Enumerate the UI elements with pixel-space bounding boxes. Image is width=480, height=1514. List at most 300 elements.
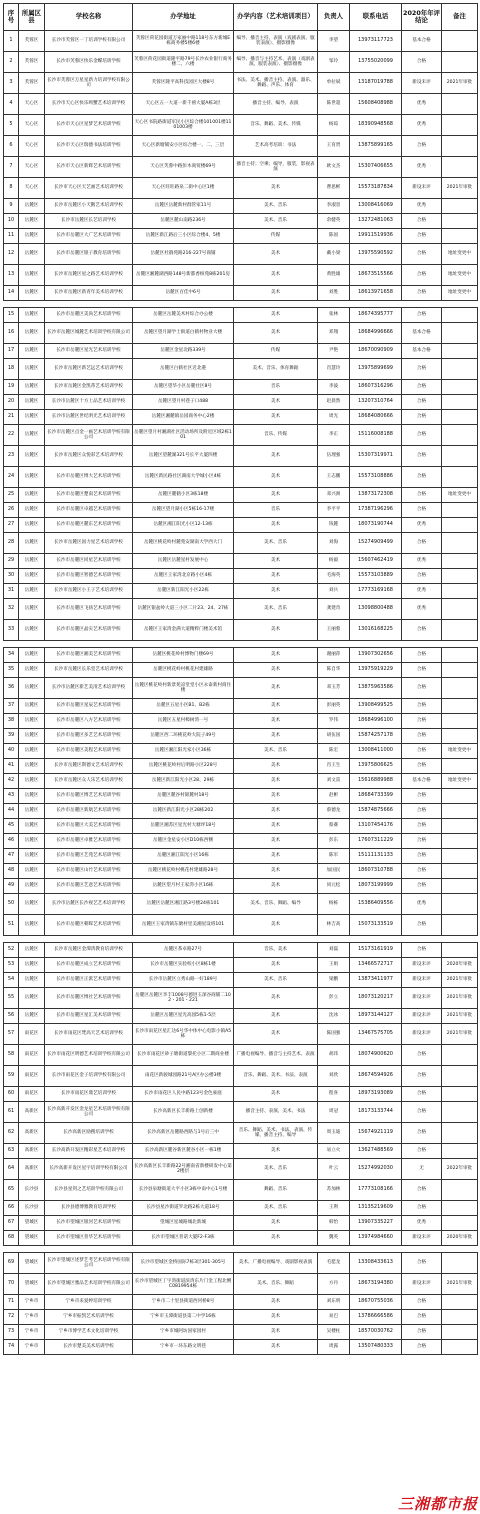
cell-content: 美术 <box>234 834 318 849</box>
cell-phone: 15173161919 <box>350 943 402 958</box>
table-row <box>4 31 478 52</box>
cell-content: 美术、音乐、舞蹈 <box>234 1274 318 1295</box>
cell-evaluation: 优秀 <box>402 199 442 214</box>
cell-evaluation: 合格 <box>402 1325 442 1340</box>
cell-district: 岳麓区 <box>19 425 45 446</box>
cell-school-name: 长沙市岳麓区小王子艺术培训学校 <box>45 584 133 599</box>
cell-district: 岳麓区 <box>19 789 45 804</box>
cell-phone: 18607316296 <box>350 380 402 395</box>
cell-index: 64 <box>4 1159 19 1180</box>
table-row <box>4 518 478 533</box>
cell-remarks <box>442 199 478 214</box>
cell-school-name: 长沙市岳麓区新航艺术培训学校 <box>45 804 133 819</box>
table-header-row <box>4 4 478 31</box>
cell-school-name: 长沙市岳麓区山竹艺术培训学校 <box>45 864 133 879</box>
cell-school-name: 长沙市岳麓区朝晖艺术培训学校 <box>45 915 133 936</box>
cell-school-name: 长沙市岳麓区新青年美术培训学校 <box>45 286 133 301</box>
cell-principal: 周玉迪 <box>318 1123 350 1144</box>
cell-address: 天心区芙蓉中路彭木商贸楼69号 <box>133 157 234 178</box>
cell-index: 5 <box>4 115 19 136</box>
cell-school-name: 长沙市芙蓉区快乐金蝶培训学校 <box>45 52 133 73</box>
table-row <box>4 648 478 663</box>
cell-district: 岳麓区 <box>19 678 45 699</box>
cell-phone: 18973193089 <box>350 1087 402 1102</box>
cell-district: 岳麓区 <box>19 849 45 864</box>
table-row <box>4 425 478 446</box>
cell-principal: 王育贤 <box>318 136 350 157</box>
cell-content: 美术 <box>234 1024 318 1045</box>
cell-phone: 15386409556 <box>350 894 402 915</box>
cell-address: 天心区书院路街道军民小区综合楼101001楼1101003楼 <box>133 115 234 136</box>
cell-address: 岳麓区茶卓路27号 <box>133 943 234 958</box>
cell-remarks <box>442 359 478 380</box>
cell-principal: 邓翔 <box>318 323 350 344</box>
cell-evaluation: 合格 <box>402 395 442 410</box>
cell-address: 望城区星城路城北新城 <box>133 1216 234 1231</box>
cell-content: 美术、音乐 <box>234 1201 318 1216</box>
cell-evaluation: 合格 <box>402 1201 442 1216</box>
table-row <box>4 380 478 395</box>
cell-remarks <box>442 943 478 958</box>
cell-phone: 18973144127 <box>350 1009 402 1024</box>
cell-content: 美术 <box>234 1144 318 1159</box>
cell-address: 岳麓区桃花岭村新景苑凉堂堂小区永泰新村商住楼 <box>133 678 234 699</box>
cell-address: 岳麓区桃花岭村桃花村建雄路28号 <box>133 864 234 879</box>
cell-content: 美术、音乐 <box>234 599 318 620</box>
cell-evaluation: 无 <box>402 1159 442 1180</box>
cell-phone: 13187019788 <box>350 73 402 94</box>
cell-content: 音乐 <box>234 380 318 395</box>
cell-remarks <box>442 1087 478 1102</box>
cell-index: 13 <box>4 265 19 286</box>
cell-remarks <box>442 503 478 518</box>
cell-principal: 苏加林 <box>318 1180 350 1201</box>
cell-remarks <box>442 1102 478 1123</box>
cell-district: 岳麓区 <box>19 467 45 488</box>
cell-school-name: 长沙市岳麓区长沙视艺艺术培训学校 <box>45 894 133 915</box>
cell-school-name: 长沙市岳麓区麓东艺术培训学校 <box>45 518 133 533</box>
cell-address: 岳麓区白鹤社区近北港 <box>133 359 234 380</box>
cell-index: 30 <box>4 569 19 584</box>
cell-phone: 13975590592 <box>350 244 402 265</box>
table-row <box>4 1253 478 1274</box>
cell-district: 岳麓区 <box>19 943 45 958</box>
cell-principal: 刘东明 <box>318 1295 350 1310</box>
cell-school-name: 长沙市岳麓区大广艺术培训学校 <box>45 229 133 244</box>
cell-phone: 15073133519 <box>350 915 402 936</box>
cell-evaluation: 合格 <box>402 503 442 518</box>
table-row <box>4 323 478 344</box>
cell-evaluation: 合格 <box>402 759 442 774</box>
cell-index: 10 <box>4 214 19 229</box>
cell-district: 芙蓉区 <box>19 52 45 73</box>
cell-index: 57 <box>4 1024 19 1045</box>
cell-district: 岳麓区 <box>19 286 45 301</box>
cell-remarks <box>442 699 478 714</box>
cell-address: 宁乡市城阿坊国家园村 <box>133 1325 234 1340</box>
cell-district: 宁乡市 <box>19 1295 45 1310</box>
cell-phone: 13873411977 <box>350 973 402 988</box>
cell-address: 岳麓区金星北路339号 <box>133 344 234 359</box>
cell-remarks: 2021年审批 <box>442 1024 478 1045</box>
cell-district: 岳麓区 <box>19 759 45 774</box>
table-row <box>4 1340 478 1355</box>
cell-index: 9 <box>4 199 19 214</box>
header-address: 办学地址 <box>133 4 234 31</box>
cell-index: 1 <box>4 31 19 52</box>
cell-principal: 杨栋 <box>318 894 350 915</box>
cell-remarks <box>442 620 478 641</box>
cell-index: 60 <box>4 1087 19 1102</box>
cell-phone: 13907302656 <box>350 648 402 663</box>
cell-remarks <box>442 729 478 744</box>
section-spacer <box>4 301 478 308</box>
cell-phone: 18570030762 <box>350 1325 402 1340</box>
cell-content: 美术 <box>234 1340 318 1355</box>
cell-district: 岳麓区 <box>19 229 45 244</box>
cell-content: 编导、播音与主持艺术、表演（戏剧表演、服装表演）、摄影摄像 <box>234 52 318 73</box>
section-spacer <box>4 936 478 943</box>
cell-index: 52 <box>4 943 19 958</box>
cell-remarks <box>442 1253 478 1274</box>
cell-evaluation: 基本合格 <box>402 774 442 789</box>
cell-content: 美术 <box>234 648 318 663</box>
watermark-text: 三湘都市报 <box>397 1494 478 1513</box>
table-row <box>4 1325 478 1340</box>
cell-district: 岳麓区 <box>19 879 45 894</box>
cell-content: 美术 <box>234 1310 318 1325</box>
cell-remarks <box>442 1295 478 1310</box>
cell-principal: 张林 <box>318 308 350 323</box>
table-row <box>4 894 478 915</box>
art-school-table <box>3 3 478 1355</box>
cell-evaluation: 合格 <box>402 533 442 554</box>
cell-district: 岳麓区 <box>19 834 45 849</box>
cell-index: 16 <box>4 323 19 344</box>
cell-school-name: 长沙市岳麓区大美艺术培训学校 <box>45 819 133 834</box>
table-row <box>4 849 478 864</box>
cell-remarks <box>442 94 478 115</box>
table-row <box>4 1024 478 1045</box>
cell-district: 岳麓区 <box>19 533 45 554</box>
table-row <box>4 1087 478 1102</box>
cell-district: 望城区 <box>19 1274 45 1295</box>
cell-index: 39 <box>4 729 19 744</box>
cell-address: 岳麓区望月村湘湖社区活动场所及附近区域2栋101 <box>133 425 234 446</box>
cell-address: 长沙县星沙街道罗北路2栋大道18号 <box>133 1201 234 1216</box>
cell-content: 美术 <box>234 265 318 286</box>
table-row <box>4 584 478 599</box>
cell-content: 播音主持、表演、美术、书法 <box>234 1102 318 1123</box>
cell-remarks <box>442 894 478 915</box>
cell-evaluation: 合格 <box>402 864 442 879</box>
cell-school-name: 长沙市岳麓区城麓艺术培训学校有限公司 <box>45 323 133 344</box>
cell-district: 宁乡市 <box>19 1310 45 1325</box>
cell-index: 61 <box>4 1102 19 1123</box>
table-row <box>4 958 478 973</box>
cell-district: 岳麓区 <box>19 819 45 834</box>
header-district: 所属区县 <box>19 4 45 31</box>
cell-content: 音乐、舞蹈、美术、书法、表演 <box>234 1066 318 1087</box>
cell-district: 天心区 <box>19 157 45 178</box>
cell-principal: 魏英 <box>318 1231 350 1246</box>
table-row <box>4 943 478 958</box>
section-spacer-cell <box>4 1246 478 1253</box>
cell-index: 69 <box>4 1253 19 1274</box>
cell-content: 美术 <box>234 584 318 599</box>
cell-evaluation: 合格 <box>402 229 442 244</box>
cell-district: 岳麓区 <box>19 446 45 467</box>
cell-remarks <box>442 1340 478 1355</box>
cell-address: 岳麓区湘麓镇岳园商务中心2楼 <box>133 410 234 425</box>
cell-remarks <box>442 1201 478 1216</box>
cell-content: 美术 <box>234 620 318 641</box>
cell-principal: 曹思彬 <box>318 178 350 199</box>
cell-content: 美术 <box>234 729 318 744</box>
cell-principal: 毛海英 <box>318 569 350 584</box>
cell-phone: 13627488569 <box>350 1144 402 1159</box>
cell-address: 岳麓区新江阳光小区22栋 <box>133 584 234 599</box>
cell-evaluation: 合格 <box>402 359 442 380</box>
cell-index: 24 <box>4 467 19 488</box>
cell-index: 53 <box>4 958 19 973</box>
cell-school-name: 长沙市岳麓区卓雅艺术培训学校 <box>45 834 133 849</box>
cell-school-name: 长沙市岳麓区艺苑艺术培训学校 <box>45 849 133 864</box>
cell-index: 40 <box>4 744 19 759</box>
cell-address: 岳麓区王家湾镇东塘村里美湘星设班101 <box>133 915 234 936</box>
cell-address: 天心区新塘铺安小区综合楼一、二、三层 <box>133 136 234 157</box>
cell-evaluation: 合格 <box>402 410 442 425</box>
cell-remarks <box>442 136 478 157</box>
cell-phone: 15307406655 <box>350 157 402 178</box>
table-row <box>4 115 478 136</box>
cell-remarks <box>442 1123 478 1144</box>
cell-remarks: 地址变更中 <box>442 286 478 301</box>
cell-address: 岳麓区桃花岭村麓苑安湖南大学西大门 <box>133 533 234 554</box>
cell-principal: 程喜 <box>318 1087 350 1102</box>
cell-index: 43 <box>4 789 19 804</box>
cell-content: 美术、音乐 <box>234 973 318 988</box>
cell-phone: 13008416069 <box>350 199 402 214</box>
cell-index: 37 <box>4 699 19 714</box>
cell-principal: 胡玮 <box>318 1045 350 1066</box>
table-row <box>4 286 478 301</box>
cell-phone: 17773169168 <box>350 584 402 599</box>
cell-remarks <box>442 759 478 774</box>
cell-address: 岳麓区望月村巷子口488 <box>133 395 234 410</box>
cell-school-name: 长沙市岳麓区美尚艺术培训学校 <box>45 308 133 323</box>
table-row <box>4 744 478 759</box>
table-row <box>4 1274 478 1295</box>
cell-index: 33 <box>4 620 19 641</box>
cell-school-name: 长沙市天心区星梦艺术培训学校 <box>45 115 133 136</box>
header-content: 办学内容（艺术培训项目） <box>234 4 318 31</box>
cell-evaluation: 优秀 <box>402 157 442 178</box>
cell-evaluation: 合格 <box>402 699 442 714</box>
cell-principal: 同元松 <box>318 879 350 894</box>
cell-phone: 13467575705 <box>350 1024 402 1045</box>
table-row <box>4 467 478 488</box>
cell-principal: 彭丽英 <box>318 699 350 714</box>
cell-school-name: 长沙市岳麓区艺意艺术培训学校 <box>45 879 133 894</box>
cell-principal: 赵晨然 <box>318 395 350 410</box>
cell-principal: 周露 <box>318 1340 350 1355</box>
table-row <box>4 94 478 115</box>
cell-district: 岳麓区 <box>19 265 45 286</box>
cell-remarks <box>442 323 478 344</box>
header-evaluation: 2020年年评结论 <box>402 4 442 31</box>
cell-evaluation: 合格 <box>402 943 442 958</box>
cell-phone: 13207310764 <box>350 395 402 410</box>
cell-index: 72 <box>4 1310 19 1325</box>
cell-remarks <box>442 518 478 533</box>
table-row <box>4 359 478 380</box>
cell-evaluation: 合格 <box>402 849 442 864</box>
cell-content: 美术 <box>234 323 318 344</box>
cell-principal: 彭东 <box>318 834 350 849</box>
cell-school-name: 长沙市岳麓区卓越艺术培训学校 <box>45 503 133 518</box>
cell-phone: 18613971658 <box>350 286 402 301</box>
cell-evaluation: 新设未评 <box>402 178 442 199</box>
cell-index: 32 <box>4 599 19 620</box>
cell-remarks <box>442 115 478 136</box>
cell-phone: 18073199999 <box>350 879 402 894</box>
cell-phone: 13755020099 <box>350 52 402 73</box>
cell-school-name: 长沙市天心区天艺画艺术培训学校 <box>45 178 133 199</box>
cell-evaluation: 合格 <box>402 467 442 488</box>
table-row <box>4 1201 478 1216</box>
cell-phone: 18173133744 <box>350 1102 402 1123</box>
cell-address: 岳麓区岳麓区星光高园5栋1-5层 <box>133 1009 234 1024</box>
cell-school-name: 长沙市岳麓区美程艺术培训学校 <box>45 744 133 759</box>
cell-address: 长沙市岳麓区实验校小区8栋1楼 <box>133 958 234 973</box>
cell-remarks: 2021年审批 <box>442 1274 478 1295</box>
cell-remarks <box>442 1066 478 1087</box>
cell-phone: 17607311229 <box>350 834 402 849</box>
cell-phone: 18684996100 <box>350 714 402 729</box>
cell-remarks: 地址变更中 <box>442 774 478 789</box>
cell-content: 美术 <box>234 804 318 819</box>
cell-index: 7 <box>4 157 19 178</box>
cell-address: 天心区五一大道一新千禧大厦A栋3层 <box>133 94 234 115</box>
cell-principal: 陈自华 <box>318 663 350 678</box>
cell-content: 美术、音乐 <box>234 533 318 554</box>
cell-evaluation: 合格 <box>402 915 442 936</box>
cell-index: 45 <box>4 819 19 834</box>
table-row <box>4 344 478 359</box>
cell-address: 岳麓区岳麓区湘江路3号楼24栋101 <box>133 894 234 915</box>
cell-principal: 邓兴洲 <box>318 488 350 503</box>
cell-evaluation: 优秀 <box>402 554 442 569</box>
cell-remarks <box>442 599 478 620</box>
cell-index: 58 <box>4 1045 19 1066</box>
cell-evaluation: 新设未评 <box>402 73 442 94</box>
cell-remarks <box>442 915 478 936</box>
cell-district: 高新区 <box>19 1144 45 1159</box>
cell-district: 芙蓉区 <box>19 73 45 94</box>
cell-phone: 13975899699 <box>350 359 402 380</box>
table-row <box>4 834 478 849</box>
cell-content: 美术 <box>234 663 318 678</box>
cell-content: 编导、播音主持、表演（戏剧表演、服装表演）、摄影摄像 <box>234 31 318 52</box>
cell-evaluation: 合格 <box>402 1102 442 1123</box>
cell-evaluation: 合格 <box>402 1253 442 1274</box>
cell-evaluation: 合格 <box>402 425 442 446</box>
cell-remarks <box>442 663 478 678</box>
cell-principal: 伍理强 <box>318 446 350 467</box>
cell-school-name: 长沙市岳麓区小天鹅艺术培训学校 <box>45 199 133 214</box>
table-row <box>4 1102 478 1123</box>
cell-remarks <box>442 1310 478 1325</box>
cell-school-name: 长沙市望城区雅品艺术培训学校有限公司 <box>45 1274 133 1295</box>
section-spacer-cell <box>4 936 478 943</box>
cell-district: 天心区 <box>19 136 45 157</box>
table-row <box>4 52 478 73</box>
cell-content: 美术 <box>234 759 318 774</box>
cell-school-name: 长沙市岳麓区博社艺术培训学校 <box>45 988 133 1009</box>
cell-address: 芙蓉区隆平高科技园区大楼8号 <box>133 73 234 94</box>
cell-district: 岳麓区 <box>19 744 45 759</box>
cell-district: 望城区 <box>19 1216 45 1231</box>
cell-content: 美术 <box>234 410 318 425</box>
cell-phone: 15111131133 <box>350 849 402 864</box>
cell-phone: 13907335227 <box>350 1216 402 1231</box>
cell-index: 47 <box>4 849 19 864</box>
cell-evaluation: 优秀 <box>402 518 442 533</box>
cell-phone: 19911519936 <box>350 229 402 244</box>
cell-content: 音乐、美术 <box>234 943 318 958</box>
cell-content: 美术、音乐 <box>234 199 318 214</box>
cell-evaluation: 合格 <box>402 834 442 849</box>
cell-district: 岳麓区 <box>19 518 45 533</box>
table-row <box>4 214 478 229</box>
cell-district: 宁乡市 <box>19 1325 45 1340</box>
table-row <box>4 1144 478 1159</box>
cell-remarks: 2021年审批 <box>442 973 478 988</box>
cell-school-name: 长沙市天心区快乐鸣蟹艺术培训学校 <box>45 94 133 115</box>
cell-index: 6 <box>4 136 19 157</box>
cell-evaluation: 优秀 <box>402 94 442 115</box>
cell-address: 岳麓区新江路后三小区综合楼4、5楼 <box>133 229 234 244</box>
cell-index: 29 <box>4 554 19 569</box>
cell-district: 长沙县 <box>19 1201 45 1216</box>
cell-principal: 黄胜雄 <box>318 265 350 286</box>
cell-index: 70 <box>4 1274 19 1295</box>
cell-phone: 13308433613 <box>350 1253 402 1274</box>
cell-district: 岳麓区 <box>19 308 45 323</box>
cell-index: 26 <box>4 503 19 518</box>
cell-district: 岳麓区 <box>19 958 45 973</box>
cell-principal: 彭立 <box>318 988 350 1009</box>
cell-remarks <box>442 789 478 804</box>
cell-phone: 15274909499 <box>350 533 402 554</box>
cell-address: 天心区旺旺路泉二街中心区1楼 <box>133 178 234 199</box>
table-row <box>4 915 478 936</box>
cell-index: 35 <box>4 663 19 678</box>
cell-content: 美术 <box>234 569 318 584</box>
cell-principal: 毛愿龙 <box>318 1253 350 1274</box>
cell-district: 望城区 <box>19 1253 45 1274</box>
cell-remarks: 地址变更中 <box>442 244 478 265</box>
cell-evaluation: 合格 <box>402 789 442 804</box>
cell-school-name: 长沙市岳麓区长乐堂艺术培训学校 <box>45 663 133 678</box>
cell-principal: 王志鹏 <box>318 467 350 488</box>
cell-district: 岳麓区 <box>19 864 45 879</box>
cell-school-name: 长沙市芙蓉区一丁培训学校有限公司 <box>45 31 133 52</box>
cell-school-name: 长沙市岳麓区众悦彩艺术培训学校 <box>45 446 133 467</box>
cell-remarks: 2022年审批 <box>442 1159 478 1180</box>
table-row <box>4 774 478 789</box>
